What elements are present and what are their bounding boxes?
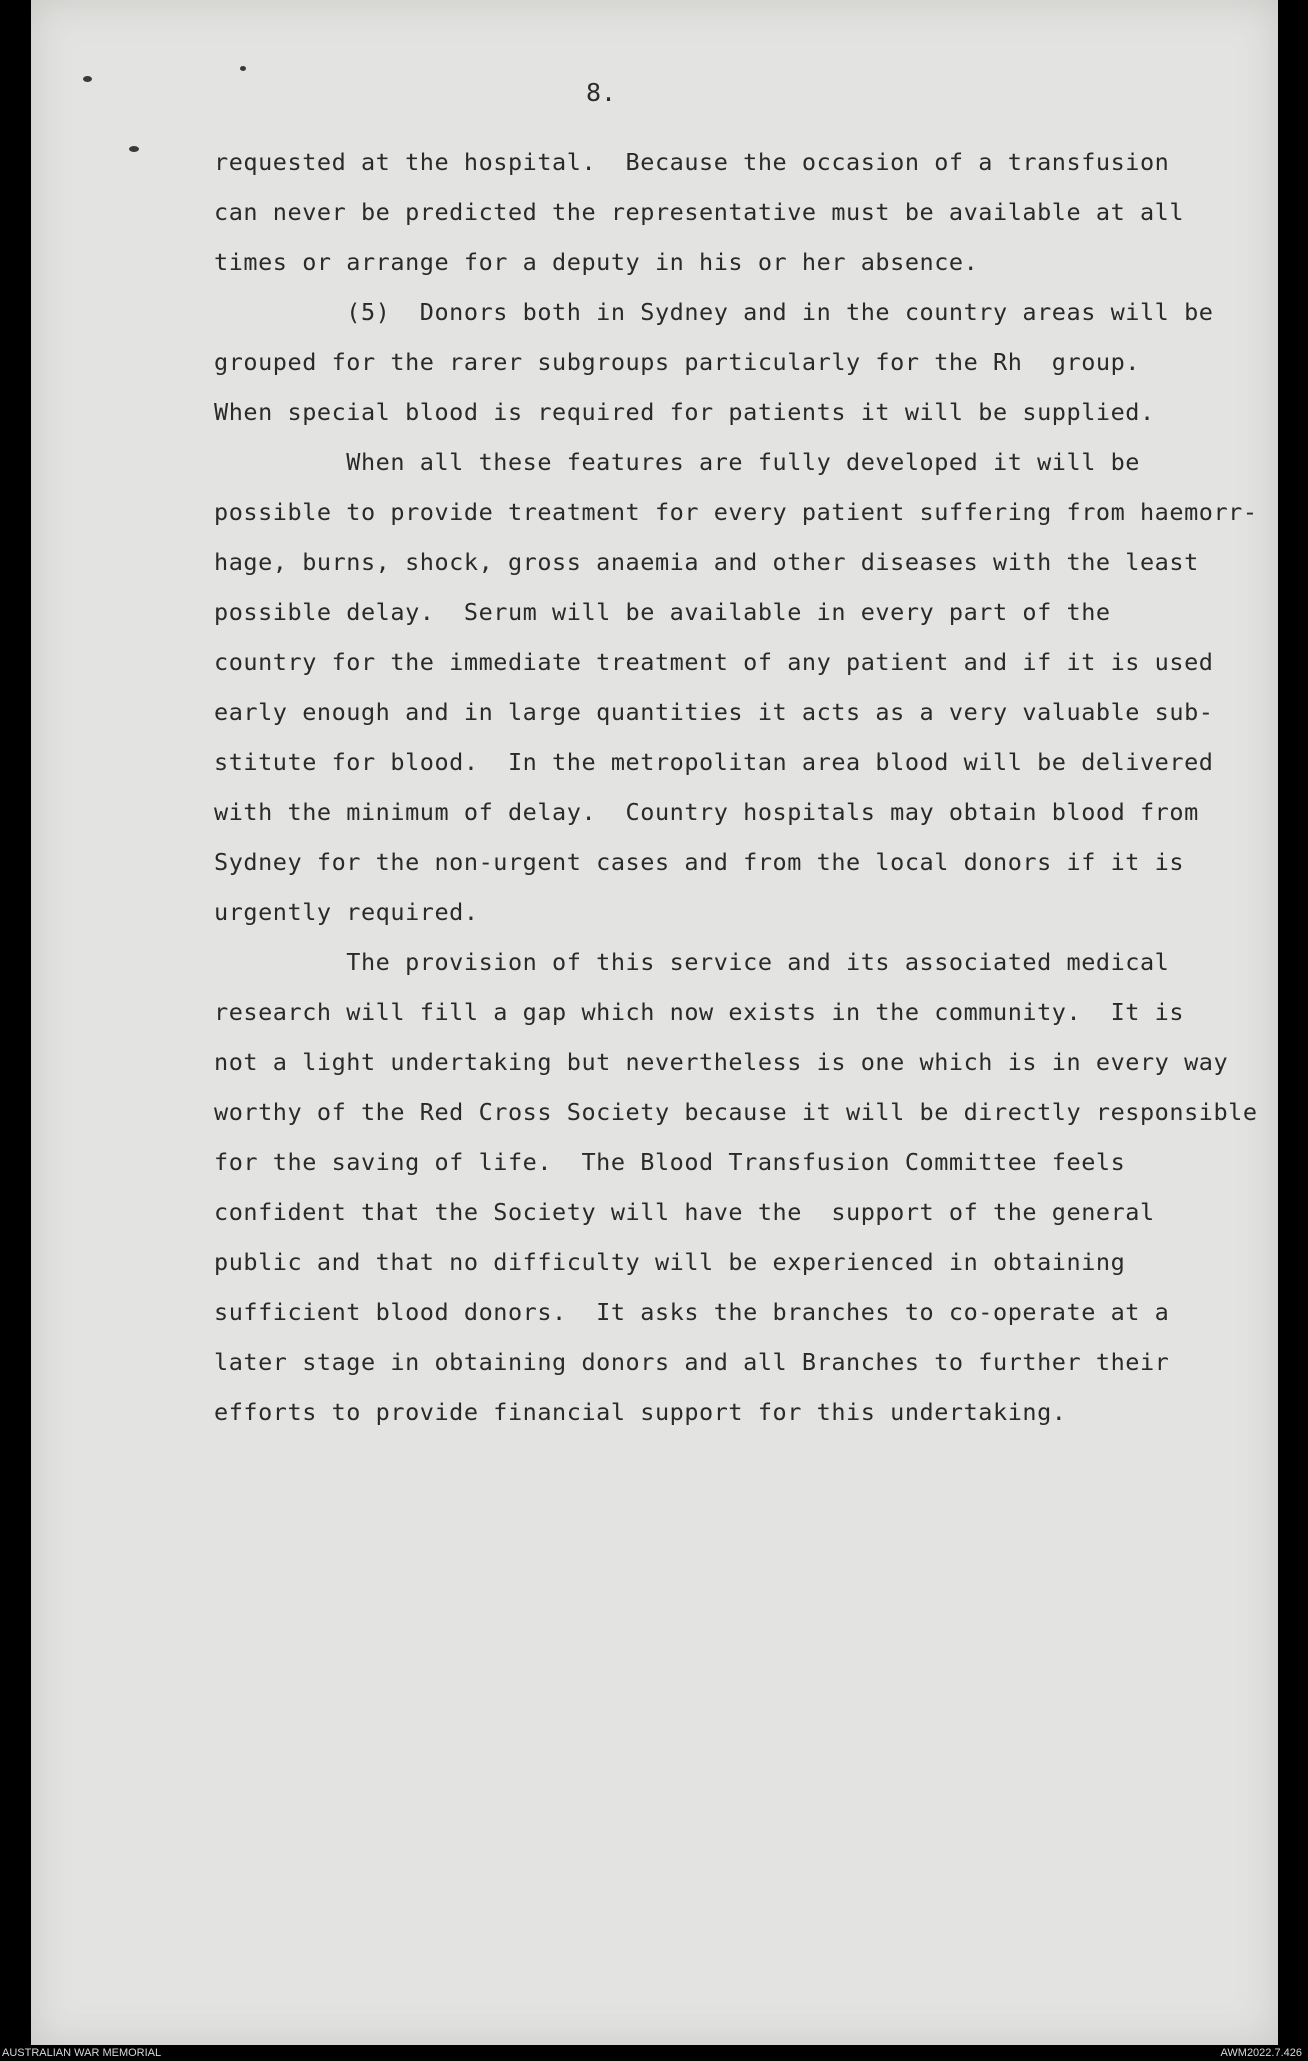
- text-line: grouped for the rarer subgroups particularly for the Rh group.: [214, 348, 1140, 376]
- punch-hole-mark: [240, 66, 246, 71]
- text-line: possible delay. Serum will be available in every part of the: [214, 598, 1111, 626]
- text-line: research will fill a gap which now exists in the community. It is: [214, 998, 1185, 1026]
- text-line: hage, burns, shock, gross anaemia and other diseases with the least: [214, 548, 1199, 576]
- text-line: can never be predicted the representative must be available at all: [214, 198, 1185, 226]
- text-line: country for the immediate treatment of any patient and if it is used: [214, 648, 1214, 676]
- text-line: requested at the hospital. Because the occasion of a transfusion: [214, 148, 1170, 176]
- typed-text-body: [214, 137, 1304, 1437]
- archive-credit: AUSTRALIAN WAR MEMORIAL: [2, 2047, 162, 2059]
- text-line: times or arrange for a deputy in his or her absence.: [214, 248, 979, 276]
- text-line: not a light undertaking but nevertheless is one which is in every way: [214, 1048, 1229, 1076]
- punch-hole-mark: [129, 146, 139, 152]
- page-number: 8.: [586, 78, 617, 107]
- text-line: for the saving of life. The Blood Transfusion Committee feels: [214, 1148, 1126, 1176]
- text-line: (5) Donors both in Sydney and in the country areas will be: [214, 298, 1214, 326]
- document-page: [31, 0, 1278, 2045]
- text-line: with the minimum of delay. Country hospitals may obtain blood from: [214, 798, 1199, 826]
- text-line: worthy of the Red Cross Society because it will be directly responsible: [214, 1098, 1258, 1126]
- text-line: early enough and in large quantities it acts as a very valuable sub-: [214, 698, 1214, 726]
- text-line: Sydney for the non-urgent cases and from the local donors if it is: [214, 848, 1185, 876]
- text-line: When special blood is required for patients it will be supplied.: [214, 398, 1155, 426]
- punch-hole-mark: [83, 76, 92, 82]
- catalogue-number: AWM2022.7.426: [1220, 2047, 1302, 2059]
- text-line: public and that no difficulty will be experienced in obtaining: [214, 1248, 1126, 1276]
- text-line: confident that the Society will have the support of the general: [214, 1198, 1155, 1226]
- text-line: sufficient blood donors. It asks the branches to co-operate at a: [214, 1298, 1170, 1326]
- text-line: later stage in obtaining donors and all Branches to further their: [214, 1348, 1170, 1376]
- text-line: possible to provide treatment for every patient suffering from haemorr-: [214, 498, 1258, 526]
- text-line: stitute for blood. In the metropolitan area blood will be delivered: [214, 748, 1214, 776]
- text-line: urgently required.: [214, 898, 479, 926]
- text-line: The provision of this service and its associated medical: [214, 948, 1170, 976]
- text-line: efforts to provide financial support for this undertaking.: [214, 1398, 1067, 1426]
- text-line: When all these features are fully developed it will be: [214, 448, 1140, 476]
